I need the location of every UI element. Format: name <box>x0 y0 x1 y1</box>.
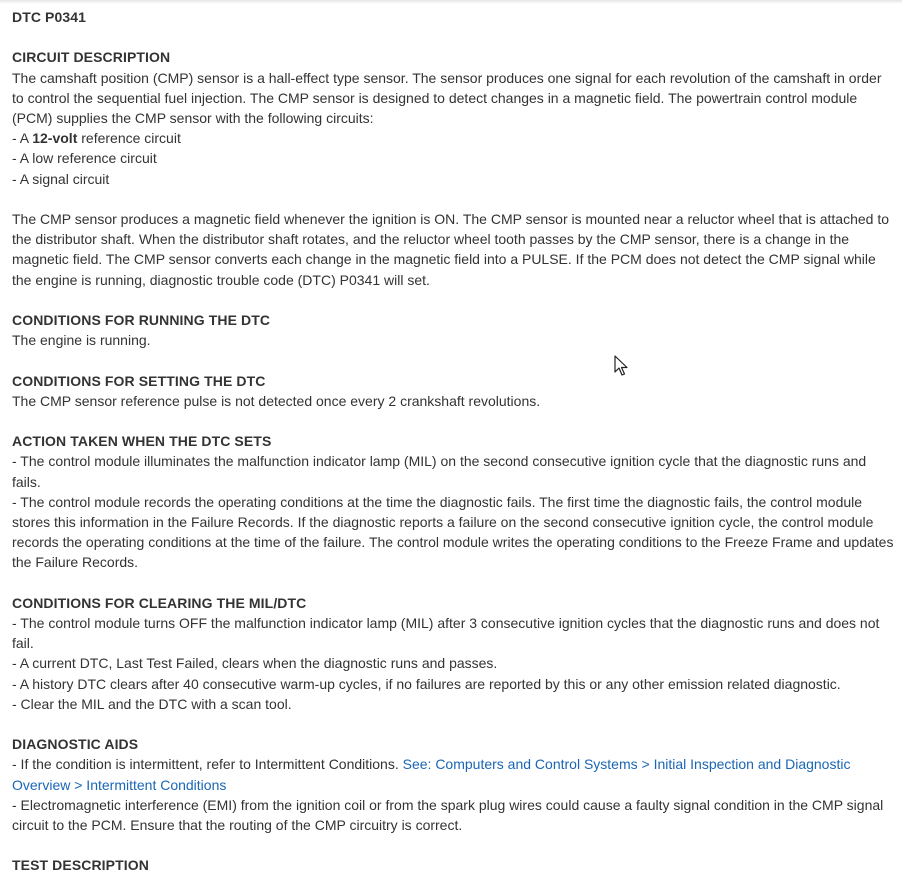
circuit-description-text: The camshaft position (CMP) sensor is a hall-effect type sensor. The sensor produces one signal for each revolution of the camshaft in order to control the sequential fuel injection. The CMP sensor is designed to detect changes in a magnetic field. The powertrain control module (PCM) supplies the CMP sensor with the following circuits: <box>12 69 882 126</box>
spacer <box>12 835 897 855</box>
action-taken-heading: ACTION TAKEN WHEN THE DTC SETS <box>12 433 272 450</box>
list-item: - The control module records the operating conditions at the time the diagnostic fails. The first time the diagnostic fails, the control module stores this information in the Failure Records. If the diagnostic reports a failure on the second consecutive ignition cycle, the control module records the operating conditions at the time of the failure. The control module writes the operating conditions to the Freeze Frame and updates the Failure Records. <box>12 493 894 571</box>
list-item <box>12 754 897 794</box>
spacer <box>12 290 897 310</box>
clearing-conditions-heading: CONDITIONS FOR CLEARING THE MIL/DTC <box>12 594 307 611</box>
setting-conditions-heading: CONDITIONS FOR SETTING THE DTC <box>12 372 266 389</box>
diagnostic-aids-heading: DIAGNOSTIC AIDS <box>12 736 139 753</box>
circuit-description-heading: CIRCUIT DESCRIPTION <box>12 49 171 66</box>
dtc-document <box>12 7 897 876</box>
list-item-prefix: - A <box>12 130 33 147</box>
list-item: - Electromagnetic interference (EMI) from the ignition coil or from the spark plug wires could cause a faulty signal condition in the CMP signal circuit to the PCM. Ensure that the routing of the CMP circuitry is correct. <box>12 796 884 834</box>
top-shadow <box>0 0 902 4</box>
setting-conditions-text: The CMP sensor reference pulse is not detected once every 2 crankshaft revolutions. <box>12 392 541 409</box>
list-item: - A current DTC, Last Test Failed, clears when the diagnostic runs and passes. <box>12 655 498 672</box>
list-item: - The control module illuminates the malfunction indicator lamp (MIL) on the second consecutive ignition cycle that the diagnostic runs and fails. <box>12 453 867 490</box>
mouse-pointer-icon <box>614 355 628 377</box>
spacer <box>12 350 897 370</box>
circuit-description-text-2: The CMP sensor produces a magnetic field whenever the ignition is ON. The CMP sensor is mounted near a reluctor wheel that is attached to the distributor shaft. When the distributor shaft rotates, and the reluctor wheel tooth passes by the CMP sensor, there is a change in the magnetic field. The CMP sensor converts each change in the magnetic field into a PULSE. If the PCM does not detect the CMP signal while the engine is running, diagnostic trouble code (DTC) P0341 will set. <box>12 211 890 288</box>
spacer <box>12 189 897 209</box>
intermittent-conditions-link[interactable]: See: Computers and Control Systems > Initial Inspection and Diagnostic Overview > Intermittent Conditions <box>12 756 851 793</box>
voltage-emphasis: 12-volt <box>32 130 78 147</box>
spacer <box>12 411 897 431</box>
spacer <box>12 714 897 734</box>
list-item: - Clear the MIL and the DTC with a scan tool. <box>12 695 292 712</box>
list-item-text: - If the condition is intermittent, refer to Intermittent Conditions. <box>12 756 403 773</box>
list-item: - The control module turns OFF the malfunction indicator lamp (MIL) after 3 consecutive ignition cycles that the diagnostic runs and does not fail. <box>12 615 880 652</box>
page-title: DTC P0341 <box>12 9 87 25</box>
list-item: - A history DTC clears after 40 consecutive warm-up cycles, if no failures are reported by this or any other emission related diagnostic. <box>12 675 841 692</box>
list-item: - A signal circuit <box>12 170 110 187</box>
test-description-heading: TEST DESCRIPTION <box>12 857 149 874</box>
list-item <box>12 128 897 148</box>
list-item: - A low reference circuit <box>12 150 157 167</box>
list-item-suffix: reference circuit <box>77 130 181 147</box>
running-conditions-heading: CONDITIONS FOR RUNNING THE DTC <box>12 312 271 328</box>
spacer <box>12 573 897 593</box>
running-conditions-text: The engine is running. <box>12 332 151 349</box>
spacer <box>12 27 897 47</box>
